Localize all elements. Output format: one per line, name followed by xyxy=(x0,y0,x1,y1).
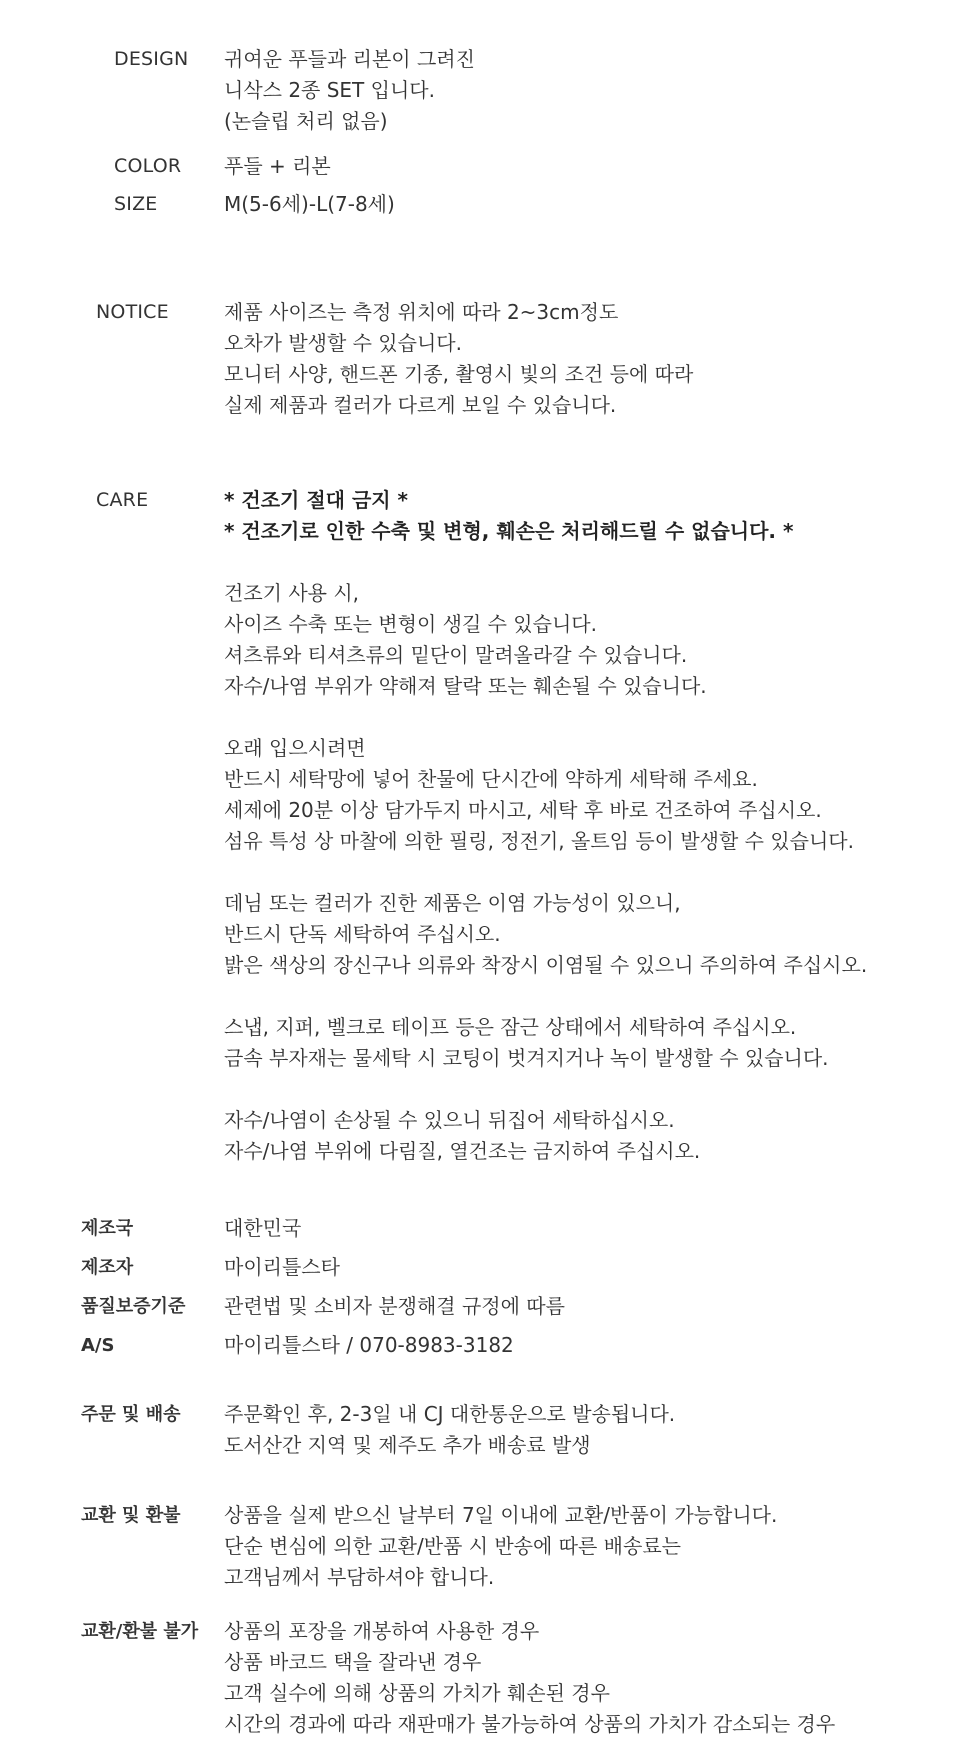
no-exchange-label: 교환/환불 불가 xyxy=(81,1621,199,1642)
design-value xyxy=(224,44,475,137)
care-line: 금속 부자재는 물세탁 시 코팅이 벗겨지거나 녹이 발생할 수 있습니다. xyxy=(224,1046,829,1070)
care-line: 오래 입으시려면 xyxy=(224,736,366,760)
quality-label: 품질보증기준 xyxy=(81,1296,186,1317)
care-label: CARE xyxy=(96,489,149,511)
care-line: 세제에 20분 이상 담가두지 마시고, 세탁 후 바로 건조하여 주십시오. xyxy=(224,798,822,822)
care-line: 데님 또는 컬러가 진한 제품은 이염 가능성이 있으니, xyxy=(224,891,681,915)
as-value xyxy=(224,1330,514,1361)
quality-line: 관련법 및 소비자 분쟁해결 규정에 따름 xyxy=(224,1294,565,1318)
quality-value xyxy=(224,1291,565,1322)
care-line: 자수/나염 부위에 다림질, 열건조는 금지하여 주십시오. xyxy=(224,1139,701,1163)
exchange-line: 상품을 실제 받으신 날부터 7일 이내에 교환/반품이 가능합니다. xyxy=(224,1503,778,1527)
no-exchange-line: 고객 실수에 의해 상품의 가치가 훼손된 경우 xyxy=(224,1681,610,1705)
no-exchange-line: 시간의 경과에 따라 재판매가 불가능하여 상품의 가치가 감소되는 경우 xyxy=(224,1712,836,1736)
care-warning: * 건조기로 인한 수축 및 변형, 훼손은 처리해드릴 수 없습니다. * xyxy=(224,519,794,543)
notice-line: 실제 제품과 컬러가 다르게 보일 수 있습니다. xyxy=(224,393,617,417)
care-line: 반드시 단독 세탁하여 주십시오. xyxy=(224,922,501,946)
notice-value xyxy=(224,297,693,421)
care-warning: * 건조기 절대 금지 * xyxy=(224,488,409,512)
care-line: 건조기 사용 시, xyxy=(224,581,359,605)
color-line: 푸들 + 리본 xyxy=(224,154,331,178)
exchange-value xyxy=(224,1500,777,1593)
care-line: 사이즈 수축 또는 변형이 생길 수 있습니다. xyxy=(224,612,597,636)
exchange-line: 단순 변심에 의한 교환/반품 시 반송에 따른 배송료는 xyxy=(224,1534,681,1558)
shipping-value xyxy=(224,1399,675,1461)
no-exchange-line: 상품의 포장을 개봉하여 사용한 경우 xyxy=(224,1619,540,1643)
notice-label: NOTICE xyxy=(96,301,169,323)
as-line: 마이리틀스타 / 070-8983-3182 xyxy=(224,1333,514,1357)
color-value xyxy=(224,151,331,182)
care-line: 스냅, 지퍼, 벨크로 테이프 등은 잠근 상태에서 세탁하여 주십시오. xyxy=(224,1015,797,1039)
maker-label: 제조자 xyxy=(81,1257,134,1278)
maker-line: 마이리틀스타 xyxy=(224,1255,340,1279)
country-value xyxy=(224,1213,301,1244)
no-exchange-value xyxy=(224,1616,835,1740)
design-line: 귀여운 푸들과 리본이 그려진 xyxy=(224,47,475,71)
no-exchange-line: 상품 바코드 택을 잘라낸 경우 xyxy=(224,1650,482,1674)
country-label: 제조국 xyxy=(81,1218,134,1239)
care-line: 자수/나염 부위가 약해져 탈락 또는 훼손될 수 있습니다. xyxy=(224,674,707,698)
design-line: 니삭스 2종 SET 입니다. xyxy=(224,78,435,102)
notice-line: 모니터 사양, 핸드폰 기종, 촬영시 빛의 조건 등에 따라 xyxy=(224,362,694,386)
size-label: SIZE xyxy=(114,193,158,215)
design-label: DESIGN xyxy=(114,48,189,70)
care-value xyxy=(224,485,867,1167)
shipping-line: 주문확인 후, 2-3일 내 CJ 대한통운으로 발송됩니다. xyxy=(224,1402,676,1426)
shipping-label: 주문 및 배송 xyxy=(81,1404,181,1425)
care-line: 밝은 색상의 장신구나 의류와 착장시 이염될 수 있으니 주의하여 주십시오. xyxy=(224,953,868,977)
care-line: 반드시 세탁망에 넣어 찬물에 단시간에 약하게 세탁해 주세요. xyxy=(224,767,758,791)
size-line: M(5-6세)-L(7-8세) xyxy=(224,192,395,216)
exchange-line: 고객님께서 부담하셔야 합니다. xyxy=(224,1565,495,1589)
size-value xyxy=(224,189,395,220)
care-line: 자수/나염이 손상될 수 있으니 뒤집어 세탁하십시오. xyxy=(224,1108,675,1132)
care-line: 셔츠류와 티셔츠류의 밑단이 말려올라갈 수 있습니다. xyxy=(224,643,688,667)
exchange-label: 교환 및 환불 xyxy=(81,1505,181,1526)
design-line: (논슬립 처리 없음) xyxy=(224,109,388,133)
care-line: 섬유 특성 상 마찰에 의한 필링, 정전기, 올트임 등이 발생할 수 있습니다. xyxy=(224,829,854,853)
as-label: A/S xyxy=(81,1335,115,1356)
country-line: 대한민국 xyxy=(224,1216,302,1240)
color-label: COLOR xyxy=(114,155,182,177)
notice-line: 오차가 발생할 수 있습니다. xyxy=(224,331,462,355)
maker-value xyxy=(224,1252,340,1283)
notice-line: 제품 사이즈는 측정 위치에 따라 2~3cm정도 xyxy=(224,300,619,324)
shipping-line: 도서산간 지역 및 제주도 추가 배송료 발생 xyxy=(224,1433,591,1457)
